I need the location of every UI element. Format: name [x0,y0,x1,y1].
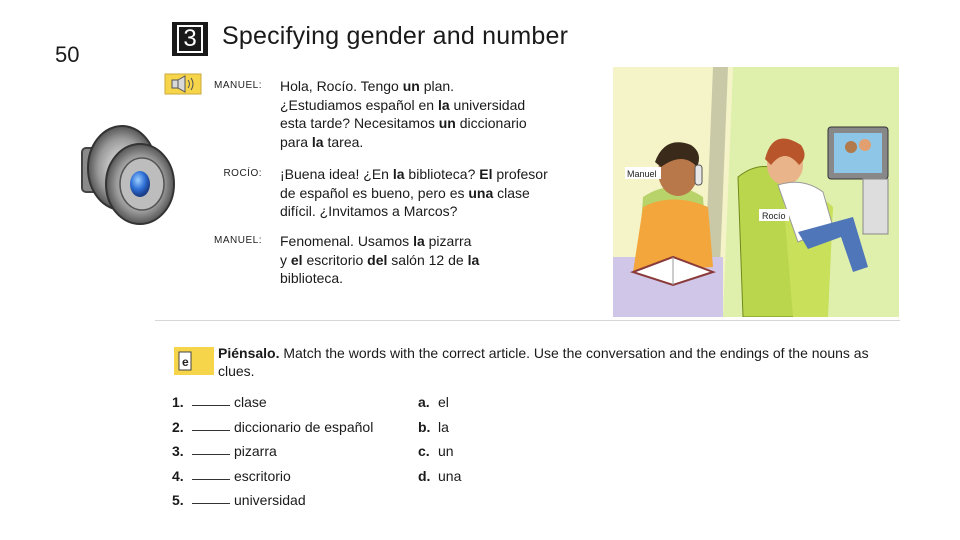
dialogue-line: biblioteca. [280,270,344,286]
section-title: Specifying gender and number [222,22,569,50]
answer-blank[interactable] [192,454,230,455]
activity-item: 4. escritorio [172,467,291,484]
dialogue-line: ¿Estudiamos español en la universidad [280,96,526,113]
activity-instructions [218,344,888,380]
slide-number: 50 [55,42,80,67]
article-option: a. el [418,394,449,410]
activity-item: 5. universidad [172,492,306,508]
section-number: 3 [177,25,203,53]
activity-instructions-text: Match the words with the correct article. Use the conversation and the endings of the nouns as clues. [218,345,869,379]
label-manuel: Manuel [627,169,657,179]
answer-blank[interactable] [192,479,230,480]
activity-item: 1. clase [172,394,267,410]
activity-e-icon [174,347,214,380]
answer-blank[interactable] [192,430,230,431]
speaker-label: MANUEL: [214,235,262,246]
dialogue-line: de español es bueno, pero es una clase [280,184,530,201]
dialogue-line: difícil. ¿Invitamos a Marcos? [280,203,458,219]
dialogue-line: Hola, Rocío. Tengo un plan. [280,78,455,94]
answer-blank[interactable] [192,405,230,406]
activity-item: 2. diccionario de español [172,418,374,435]
audio-tag-icon[interactable] [164,73,202,100]
dialogue-illustration [613,67,899,317]
dialogue-line: Fenomenal. Usamos la pizarra [280,233,472,249]
dialogue-line: y el escritorio del salón 12 de la [280,251,480,268]
activity-title: Piénsalo. [218,345,280,361]
svg-text:e: e [182,355,189,369]
audio-speaker-icon[interactable] [80,122,180,231]
section-divider [155,320,900,321]
speaker-label: MANUEL: [214,80,262,91]
dialogue-line: ¡Buena idea! ¿En la biblioteca? El profesor [280,166,548,182]
speaker-label: ROCÍO: [223,168,262,179]
answer-blank[interactable] [192,503,230,504]
article-option: d. una [418,467,462,484]
activity-item: 3. pizarra [172,443,277,459]
article-option: b. la [418,418,449,435]
section-number-badge [172,22,208,56]
label-rocio: Rocío [762,211,786,221]
dialogue-line: para la tarea. [280,133,364,150]
article-option: c. un [418,443,454,459]
dialogue-line: esta tarde? Necesitamos un diccionario [280,115,527,131]
